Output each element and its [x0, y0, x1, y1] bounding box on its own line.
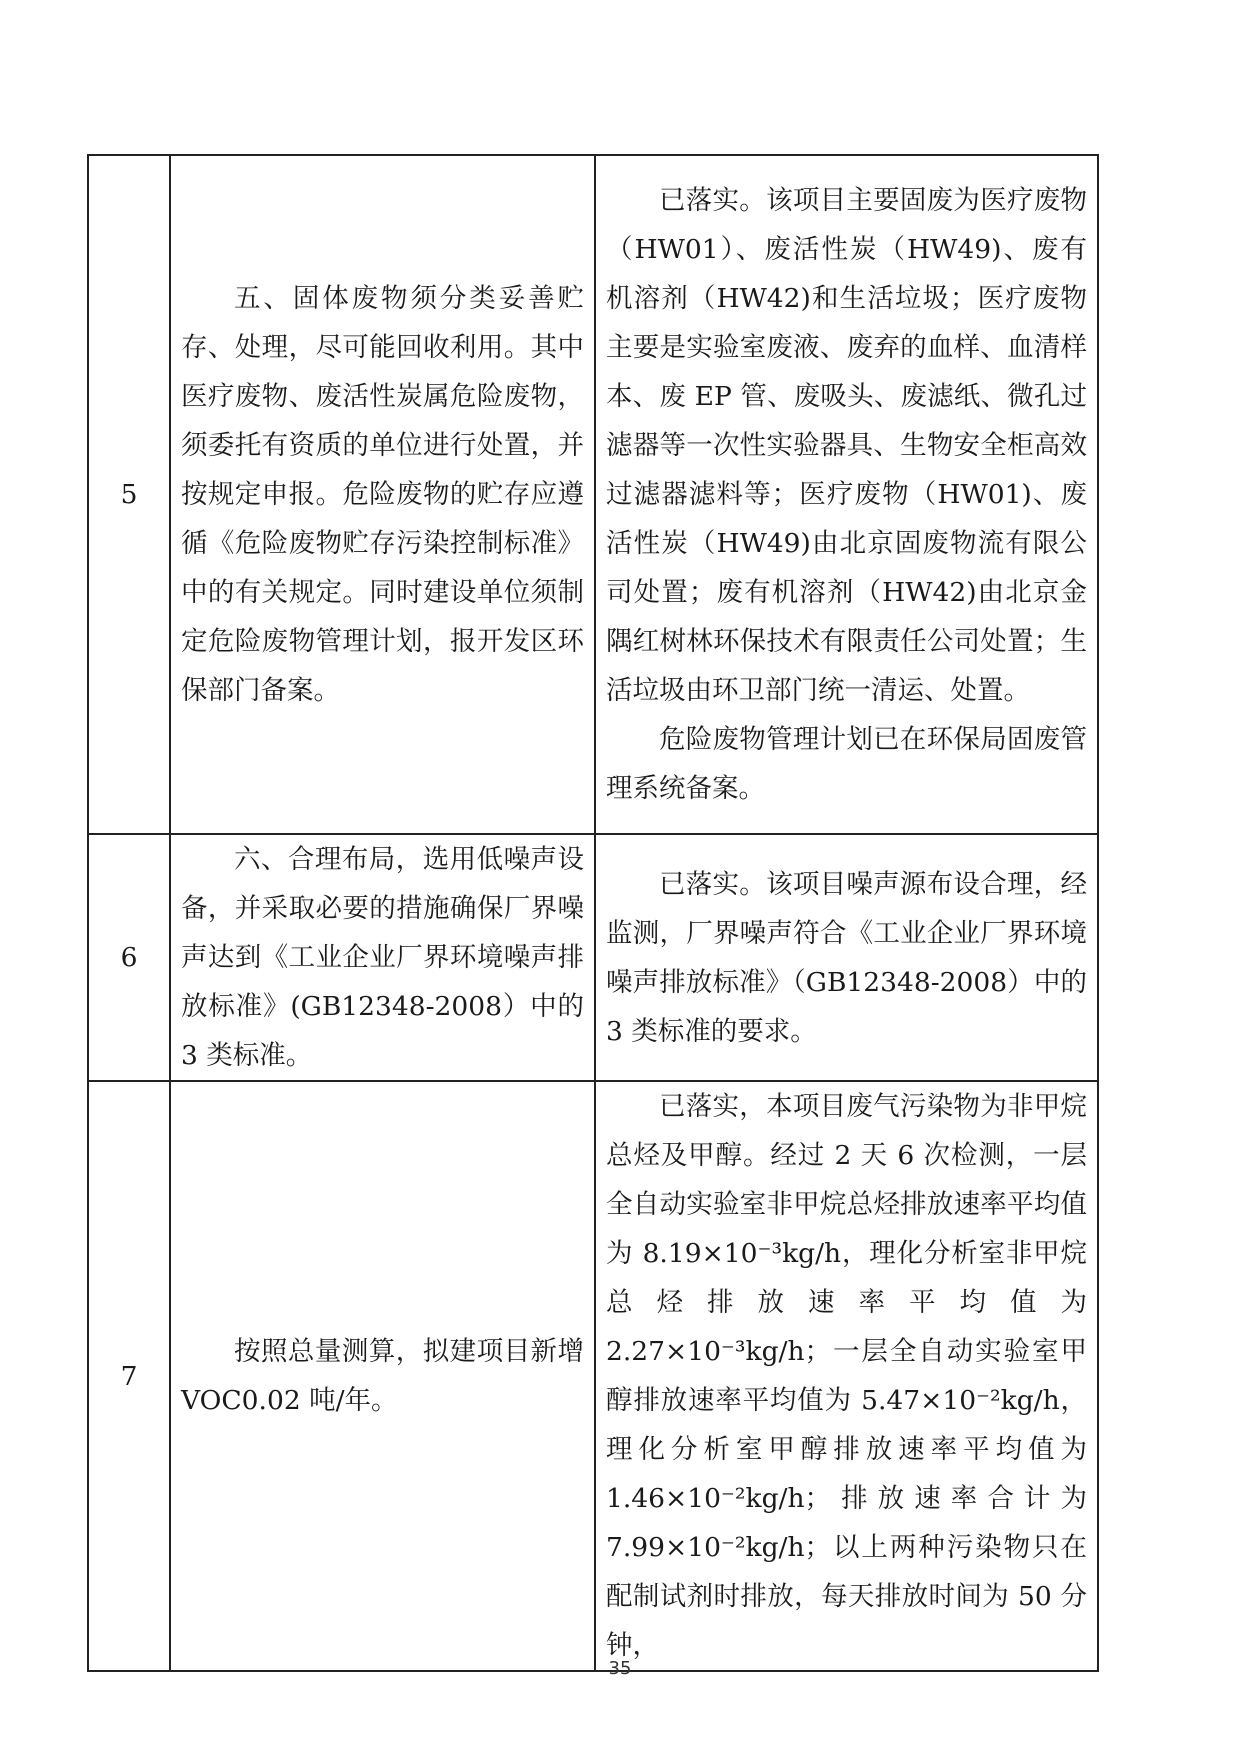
- requirement-cell: [170, 1081, 595, 1671]
- result-paragraph: 已落实。该项目主要固废为医疗废物（HW01）、废活性炭（HW49)、废有机溶剂（HW42)和生活垃圾；医疗废物主要是实验室废液、废弃的血样、血清样本、废 EP 管、废吸头、废滤纸、微孔过滤器等一次性实验器具、生物安全柜高效过滤器滤料等；医疗废物（HW01)、废活性炭（HW49)由北京固废物流有限公司处置；废有机溶剂（HW42)由北京金隅红树林环保技术有限责任公司处置；生活垃圾由环卫部门统一清运、处置。: [606, 185, 1087, 706]
- result-paragraph: 已落实。该项目噪声源布设合理，经监测，厂界噪声符合《工业企业厂界环境噪声排放标准》（GB12348-2008）中的 3 类标准的要求。: [606, 868, 1087, 1047]
- result-cell: [595, 155, 1098, 834]
- result-paragraph: 已落实，本项目废气污染物为非甲烷总烃及甲醇。经过 2 天 6 次检测，一层全自动实验室非甲烷总烃排放速率平均值为 8.19×10⁻³kg/h，理化分析室非甲烷总烃排放速率平均值为 2.27×10⁻³kg/h；一层全自动实验室甲醇排放速率平均值为 5.47×10⁻²kg/h，理化分析室甲醇排放速率平均值为 1.46×10⁻²kg/h；排放速率合计为 7.99×10⁻²kg/h；以上两种污染物只在配制试剂时排放，每天排放时间为 50 分钟，: [606, 1091, 1087, 1661]
- page-number: 35: [608, 1658, 632, 1679]
- requirement-text: 按照总量测算，拟建项目新增 VOC0.02 吨/年。: [181, 1336, 584, 1416]
- table-row: [88, 1081, 1098, 1671]
- row-number: 7: [88, 1081, 170, 1671]
- result-cell: [595, 834, 1098, 1081]
- result-cell: [595, 1081, 1098, 1671]
- compliance-table: [87, 154, 1099, 1672]
- result-paragraph: 危险废物管理计划已在环保局固废管理系统备案。: [606, 724, 1087, 804]
- row-number: 6: [88, 834, 170, 1081]
- table-row: [88, 155, 1098, 834]
- requirement-text: 六、合理布局，选用低噪声设备，并采取必要的措施确保厂界噪声达到《工业企业厂界环境噪声排放标准》(GB12348-2008）中的 3 类标准。: [181, 844, 584, 1071]
- requirement-cell: [170, 155, 595, 834]
- requirement-cell: [170, 834, 595, 1081]
- requirement-text: 五、固体废物须分类妥善贮存、处理，尽可能回收利用。其中医疗废物、废活性炭属危险废物，须委托有资质的单位进行处置，并按规定申报。危险废物的贮存应遵循《危险废物贮存污染控制标准》中的有关规定。同时建设单位须制定危险废物管理计划，报开发区环保部门备案。: [181, 283, 584, 706]
- table-row: [88, 834, 1098, 1081]
- row-number: 5: [88, 155, 170, 834]
